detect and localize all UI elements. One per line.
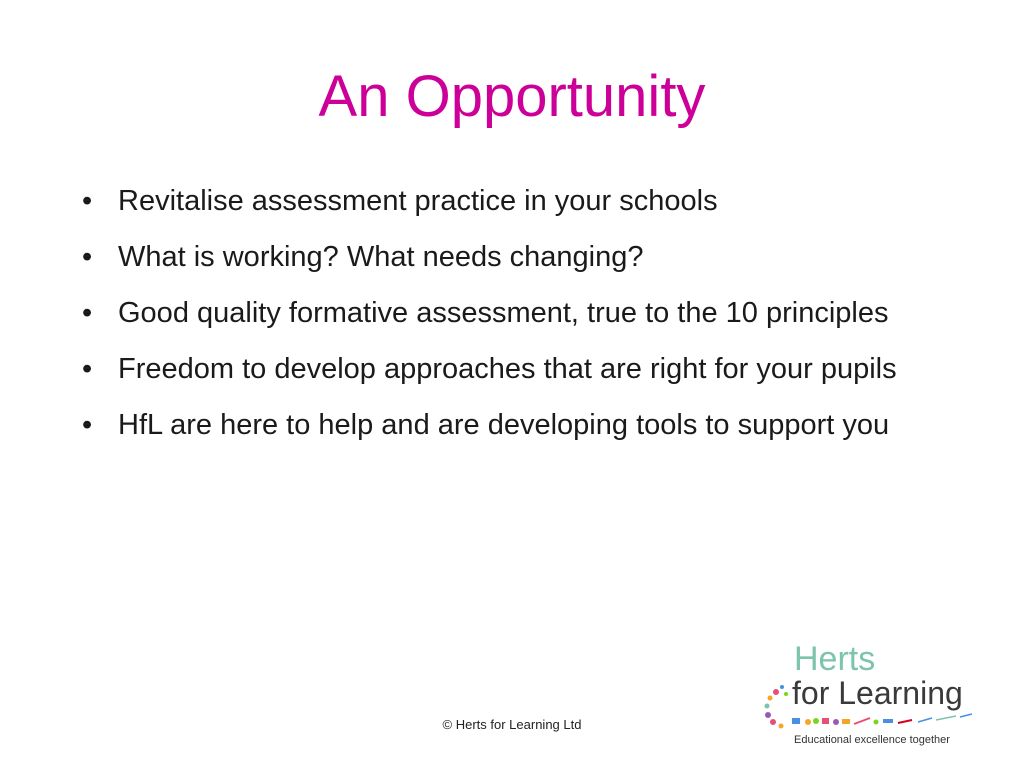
- bullet-text: Freedom to develop approaches that are right for your pupils: [118, 353, 897, 385]
- bullet-text: HfL are here to help and are developing tools to support you: [118, 409, 890, 441]
- logo-line-herts: Herts: [794, 640, 876, 678]
- bullet-marker: •: [82, 353, 93, 385]
- bullet-item: [78, 182, 958, 220]
- copyright-footer: © Herts for Learning Ltd: [442, 717, 582, 732]
- bullet-list: [78, 182, 958, 462]
- bullet-item: [78, 406, 958, 444]
- logo-tagline: Educational excellence together: [794, 734, 950, 746]
- herts-for-learning-logo: [756, 640, 986, 750]
- bullet-item: [78, 350, 958, 388]
- bullet-text: Revitalise assessment practice in your schools: [118, 185, 718, 217]
- bullet-text: Good quality formative assessment, true to the 10 principles: [118, 297, 889, 329]
- bullet-item: [78, 294, 958, 332]
- bullet-item: [78, 238, 958, 276]
- bullet-marker: •: [82, 185, 93, 217]
- bullet-marker: •: [82, 409, 93, 441]
- bullet-marker: •: [82, 297, 93, 329]
- bullet-text: What is working? What needs changing?: [118, 241, 644, 273]
- logo-line-for-learning: for Learning: [792, 675, 963, 711]
- bullet-marker: •: [82, 241, 93, 273]
- slide-title: An Opportunity: [318, 64, 706, 129]
